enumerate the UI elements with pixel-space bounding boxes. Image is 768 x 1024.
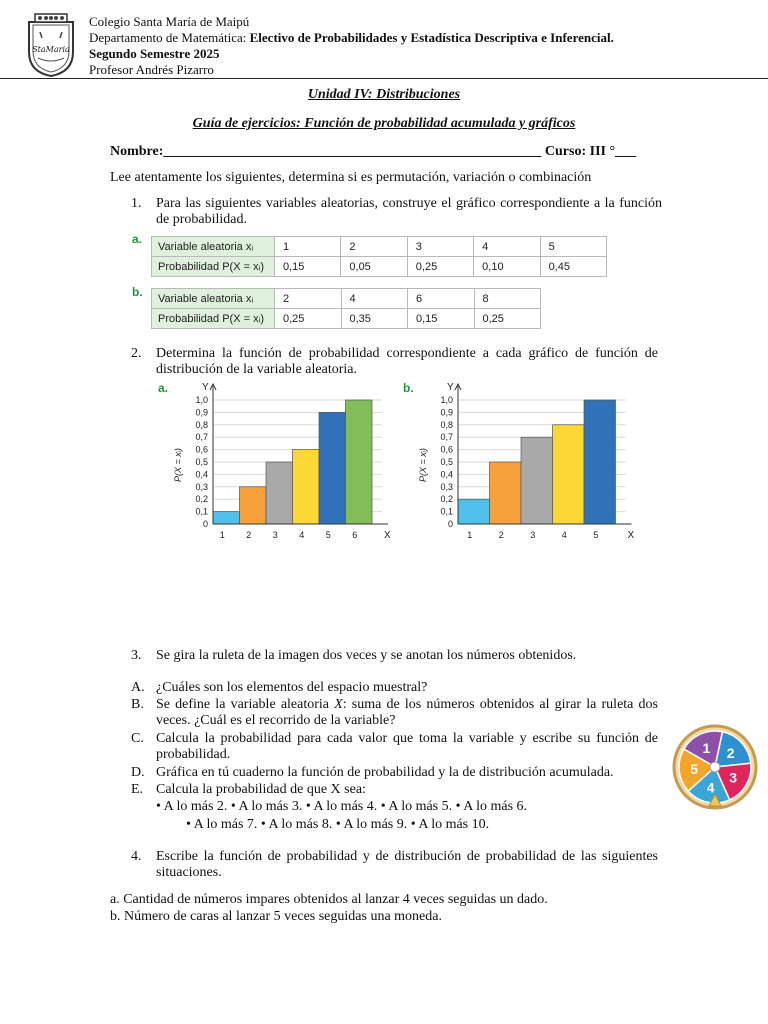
y-tick-label: 0,9 <box>195 407 208 418</box>
bar <box>490 462 522 524</box>
bar <box>213 512 240 524</box>
q3-e-options-1: • A lo más 2. • A lo más 3. • A lo más 4. • A lo más 5. • A lo más 6. <box>156 799 528 814</box>
course-name: Electivo de Probabilidades y Estadística Descriptiva e Inferencial. <box>249 30 614 45</box>
wheel-number: 4 <box>706 779 715 796</box>
q3-b-var: X <box>334 697 343 712</box>
y-tick-label: 1,0 <box>440 395 453 405</box>
logo-text: StaMaria <box>32 45 70 54</box>
chart-a <box>165 380 391 541</box>
q4-number: 4. <box>131 849 142 864</box>
table-a-row-x <box>152 237 607 257</box>
y-tick-label: 0,2 <box>195 494 208 505</box>
q3-item-text: Calcula la probabilidad para cada valor que toma la variable y escribe su función de probabilidad. <box>156 731 658 762</box>
y-tick-label: 0,9 <box>440 407 453 418</box>
q3-item-text: Calcula la probabilidad de que X sea: <box>156 782 366 797</box>
unit-title: Unidad IV: Distribuciones <box>307 87 461 102</box>
y-tick-label: 0,4 <box>440 469 453 480</box>
table-b-row-p <box>152 309 541 329</box>
q2-number: 2. <box>131 346 142 361</box>
table-b <box>151 288 541 329</box>
name-blank[interactable]: ______________________________________________________ <box>163 144 542 159</box>
bar <box>293 450 320 524</box>
q3-text: Se gira la ruleta de la imagen dos veces y se anotan los números obtenidos. <box>156 648 577 663</box>
x-tick-label: 4 <box>299 530 305 540</box>
x-tick-label: 5 <box>325 530 331 540</box>
y-tick-label: 0,1 <box>195 506 208 517</box>
header-divider <box>0 78 768 79</box>
wheel-number: 5 <box>690 761 699 778</box>
table-b-header-p: Probabilidad P(X = xᵢ) <box>152 309 275 329</box>
table-b-cell: 4 <box>341 289 408 309</box>
course-label[interactable]: Curso: III °___ <box>544 144 637 159</box>
q3-number: 3. <box>131 648 142 663</box>
x-tick-label: 4 <box>561 530 567 540</box>
table-b-cell: 0,15 <box>408 309 475 329</box>
y-tick-label: 1,0 <box>195 395 208 405</box>
table-b-row-x <box>152 289 541 309</box>
table-b-header-x: Variable aleatoria xᵢ <box>152 289 275 309</box>
table-a-cell: 1 <box>275 237 341 257</box>
wheel-hub <box>710 762 720 772</box>
bar <box>346 400 373 524</box>
table-a-row-p <box>152 257 607 277</box>
bar <box>521 437 553 524</box>
q3-b-after: : suma de los números obtenidos al girar la ruleta dos veces. ¿Cuál es el recorrido de la variable? <box>156 697 658 728</box>
x-tick-label: 1 <box>467 530 473 540</box>
table-b-cell: 2 <box>275 289 342 309</box>
table-a-cell: 0,15 <box>275 257 341 277</box>
school-logo <box>26 10 76 78</box>
table-b-cell: 6 <box>408 289 475 309</box>
y-tick-label: 0,8 <box>440 419 453 430</box>
school-name: Colegio Santa María de Maipú <box>89 14 250 29</box>
x-tick-label: 3 <box>272 530 278 540</box>
y-tick-label: 0 <box>447 519 453 529</box>
q3-item-letter: E. <box>131 782 144 797</box>
x-tick-label: 5 <box>593 530 599 540</box>
table-a <box>151 236 607 277</box>
table-b-cell: 0,25 <box>474 309 541 329</box>
table-a-cell: 0,10 <box>474 257 540 277</box>
y-tick-label: 0,7 <box>440 432 453 443</box>
y-tick-label: 0,1 <box>440 506 453 517</box>
name-field-row <box>110 144 636 160</box>
table-a-cell: 2 <box>341 237 407 257</box>
intro-text: Lee atentamente los siguientes, determina si es permutación, variación o combinación <box>110 170 592 185</box>
q3-item-letter: D. <box>131 765 145 780</box>
table-a-header-p: Probabilidad P(X = xᵢ) <box>152 257 275 277</box>
x-axis-label: X <box>627 530 635 541</box>
x-tick-label: 2 <box>498 530 504 540</box>
bar <box>584 400 616 524</box>
x-tick-label: 3 <box>530 530 536 540</box>
chart-b <box>410 380 635 541</box>
wheel-number: 3 <box>729 769 738 786</box>
wheel-number: 1 <box>702 739 711 756</box>
name-label: Nombre: <box>110 144 164 159</box>
table-b-cell: 0,35 <box>341 309 408 329</box>
q4-a: a. Cantidad de números impares obtenidos al lanzar 4 veces seguidas un dado. <box>110 892 548 907</box>
x-axis-label: X <box>384 530 391 541</box>
bar <box>266 462 293 524</box>
wheel-number: 2 <box>726 744 735 761</box>
q4-text: Escribe la función de probabilidad y de distribución de probabilidad de las siguientes situaciones. <box>156 849 658 880</box>
q3-item-text <box>156 697 658 729</box>
table-a-cell: 0,05 <box>341 257 407 277</box>
bar <box>553 425 585 524</box>
q3-item-letter: C. <box>131 731 144 746</box>
q3-item-text: ¿Cuáles son los elementos del espacio muestral? <box>156 680 428 695</box>
q3-e-options-2: • A lo más 7. • A lo más 8. • A lo más 9. • A lo más 10. <box>186 817 490 832</box>
y-tick-label: 0,5 <box>440 457 453 467</box>
q1-number: 1. <box>131 196 142 211</box>
guide-title: Guía de ejercicios: Función de probabilidad acumulada y gráficos <box>192 116 576 131</box>
department-line <box>89 30 614 45</box>
table-a-cell: 3 <box>407 237 473 257</box>
chart-b-label: b. <box>403 381 414 395</box>
q4-b: b. Número de caras al lanzar 5 veces seguidas una moneda. <box>110 909 442 924</box>
table-b-label: b. <box>132 285 143 299</box>
bar <box>240 487 267 524</box>
y-tick-label: 0,7 <box>195 432 208 443</box>
y-axis-label: P(X = xᵢ) <box>173 448 183 482</box>
y-tick-label: 0,3 <box>195 481 208 492</box>
bar <box>458 499 490 524</box>
teacher: Profesor Andrés Pizarro <box>89 62 214 77</box>
table-a-label: a. <box>132 232 143 246</box>
q3-item-text: Gráfica en tú cuaderno la función de probabilidad y la de distribución acumulada. <box>156 765 614 780</box>
y-tick-label: 0,6 <box>195 444 208 455</box>
y-tick-label: 0,2 <box>440 494 453 505</box>
roulette-wheel <box>672 724 758 810</box>
table-a-cell: 0,25 <box>407 257 473 277</box>
table-b-cell: 0,25 <box>275 309 342 329</box>
q1-text: Para las siguientes variables aleatorias, construye el gráfico correspondiente a la función de probabilidad. <box>156 196 662 227</box>
chart-a-label: a. <box>158 381 169 395</box>
x-tick-label: 1 <box>219 530 225 540</box>
bar <box>319 412 346 524</box>
y-tick-label: 0,4 <box>195 469 208 480</box>
y-tick-label: 0,8 <box>195 419 208 430</box>
x-tick-label: 2 <box>246 530 252 540</box>
q3-b-before: Se define la variable aleatoria <box>156 697 335 712</box>
q3-item-letter: A. <box>131 680 145 695</box>
q2-text: Determina la función de probabilidad correspondiente a cada gráfico de función de distribución de la variable aleatoria. <box>156 346 658 377</box>
y-tick-label: 0,5 <box>195 457 208 467</box>
semester: Segundo Semestre 2025 <box>89 46 220 61</box>
table-a-header-x: Variable aleatoria xᵢ <box>152 237 275 257</box>
table-a-cell: 5 <box>540 237 606 257</box>
y-axis-label: P(X = xᵢ) <box>418 448 428 482</box>
y-tick-label: 0,6 <box>440 444 453 455</box>
y-axis-letter: Y <box>202 382 209 393</box>
department-prefix: Departamento de Matemática: <box>89 30 250 45</box>
y-tick-label: 0,3 <box>440 481 453 492</box>
y-axis-letter: Y <box>447 382 454 393</box>
table-a-cell: 0,45 <box>540 257 606 277</box>
q3-item-letter: B. <box>131 697 144 712</box>
table-b-cell: 8 <box>474 289 541 309</box>
y-tick-label: 0 <box>202 519 208 529</box>
x-tick-label: 6 <box>352 530 358 540</box>
table-a-cell: 4 <box>474 237 540 257</box>
